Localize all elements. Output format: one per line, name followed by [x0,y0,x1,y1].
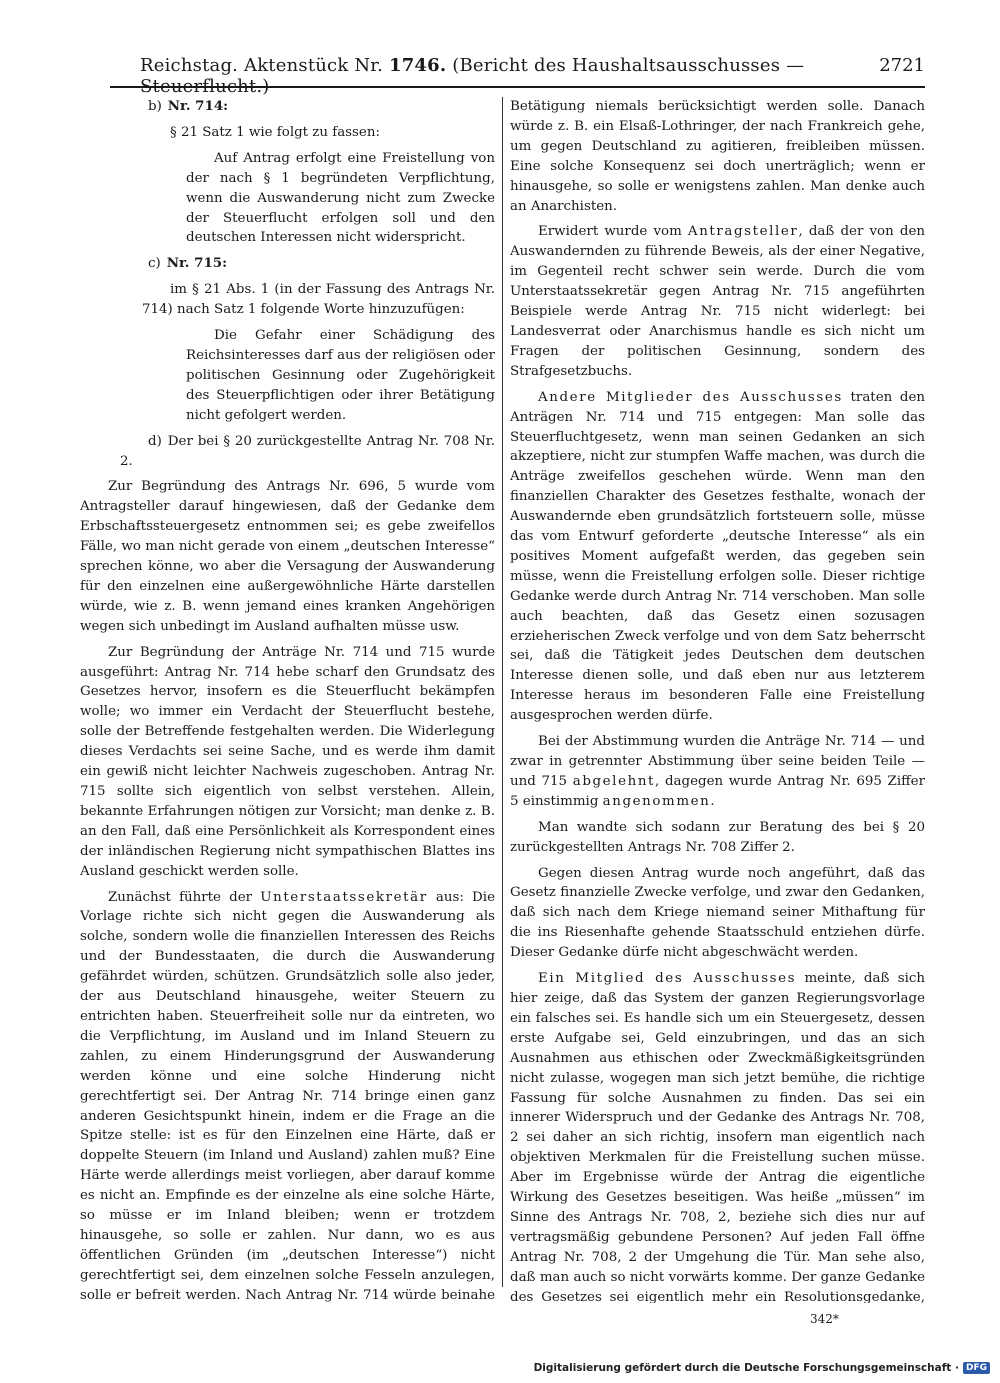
column-divider [502,97,503,1287]
r2-body: traten den Anträgen Nr. 714 und 715 entgegen: Man solle das Steuerfluchtgesetz, wenn man seinen Gedanken an sich akzeptiere, nicht zur stumpfen Waffe machen, was durch die Anträge zweifellos geschehen würde. Wenn man den finanziellen Charakter des Gesetzes festhalte, wonach der Auswandernde eben grundsätzlich fortsteuern solle, müsse das vom Entwurf geforderte „deutsche Interesse“ als ein positives Moment aufgefaßt werden, das gegeben sein müsse, wenn die Freistellung erfolgen solle. Dieser richtige Gedanke werde durch Antrag Nr. 714 verschoben. Man solle auch beachten, daß das Gesetz einen sozusagen erzieherischen Zweck verfolge und von dem Satz beherrscht sei, daß die Tätigkeit jedes Deutschen dem deutschen Interesse dienen solle, und daß eben nur aus letzterem Interesse heraus im besonderen Falle eine Freistellung ausgesprochen werden dürfe. [510,389,925,724]
digitization-footer [534,1359,990,1377]
paragraph-unterstaatssekretaer [80,888,495,1303]
r3-part-c: . [710,793,715,809]
item-d [80,432,495,472]
p3-lead: Zunächst führte der [108,889,253,905]
title-subject: (Bericht des Haushaltsausschusses — Steuerflucht.) [140,55,805,97]
r3-angenommen: angenommen [602,793,711,809]
p3-spaced-term: Unterstaatssekretär [260,889,428,905]
item-b-instruction: § 21 Satz 1 wie folgt zu fassen: [170,124,380,140]
r3-part-a: Bei der Abstimmung wurden die Anträge Nr. 714 — und zwar in getrennter Abstimmung über seine beiden Teile — und 715 [510,734,925,789]
r3-part-b: , dagegen wurde Antrag Nr. 695 Ziffer 5 einstimmig [510,773,925,809]
item-c-instruction: im § 21 Abs. 1 (in der Fassung des Antrags Nr. 714) nach Satz 1 folgende Worte hinzuzufügen: [142,282,495,318]
paragraph-gegen-antrag: Gegen diesen Antrag wurde noch angeführt, daß das Gesetz finanzielle Zwecke verfolge, und zwar den Gedanken, daß sich nach dem Kriege niemand seiner Mithaftung für die ins Riesenhafte gehende Staatsschuld entziehen dürfe. Dieser Gedanke dürfe nicht abgeschwächt werden. [510,865,925,961]
item-d-label: d) [148,433,162,449]
paragraph-ein-mitglied [510,969,925,1303]
paragraph-abstimmung [510,732,925,812]
item-c-heading [80,254,495,274]
item-c-quote: Die Gefahr einer Schädigung des Reichsinteresses darf aus der religiösen oder politischen Gesinnung oder Zugehörigkeit des Steuerpflichtigen oder ihrer Betätigung nicht gefolgert werden. [186,328,495,423]
item-b-heading [80,97,495,117]
right-column [510,97,925,1303]
paragraph-andere-mitglieder [510,388,925,726]
header-rule [110,86,925,88]
p3-body: aus: Die Vorlage richte sich nicht gegen die Auswanderung als solche, sondern wolle die finanziellen Interessen des Reichs und der Bundesstaaten, die durch die Auswanderung gefährdet würden, schützen. Grundsätzlich solle also jeder, der aus Deutschland hinausgehe, weiter Steuern zu entrichten haben. Steuerfreiheit solle nur da eintreten, wo die Verpflichtung, im Ausland und im Inland Steuern zu zahlen, zu einem Hinderungsgrund der Auswanderung werden könne und eine solche Hinderung nicht gerechtfertigt sei. Der Antrag Nr. 714 bringe einen ganz anderen Gesichtspunkt hinein, indem er die Frage an die Spitze stelle: ist es für den Einzelnen eine Härte, daß er doppelte Steuern (im Inland und Ausland) zahlen muß? Eine Härte werde allerdings meist vorliegen, aber darauf komme es nicht an. Empfinde es der einzelne als eine solche Härte, so müsse er im Inland bleiben; wenn er trotzdem hinausgehe, so solle er zahlen. Nur dann, wo es aus öffentlichen Gründen (im „deutschen Interesse“) nicht gerechtfertigt sei, dem einzelnen solche Fesseln anzulegen, solle er befreit werden. Nach Antrag Nr. 714 würde beinahe [80,889,495,1303]
page-number: 2721 [879,55,925,76]
footer-text: Digitalisierung gefördert durch die Deutsche Forschungsgemeinschaft · [533,1362,959,1374]
running-title [140,55,925,97]
item-b-ref: Nr. 714: [167,98,229,114]
item-c-label: c) [148,256,161,272]
item-c-ref: Nr. 715: [166,255,228,272]
paragraph-antragsteller [510,222,925,381]
r6-spaced-term: Ein Mitglied des Ausschusses [538,971,797,987]
r6-body: meinte, daß sich hier zeige, daß das System der ganzen Regierungsvorlage ein falsches sei. Es handle sich um ein Steuergesetz, dessen erste Aufgabe sei, Geld einzubringen, und das an sich Ausnahmen aus ethischen oder Zweckmäßigkeitsgründen nicht zulasse, wogegen man sich jetzt bemühe, die richtige Fassung für solche Ausnahmen zu finden. Das sei ein innerer Widerspruch und der Gedanke des Antrags Nr. 708, 2 sei daher an sich richtig, insofern man eigentlich nach objektiven Merkmalen für die Freistellung suchen müsse. Aber im Ergebnisse würde der Antrag die eigentliche Wirkung des Gesetzes beseitigen. Was heiße „müssen“ im Sinne des Antrags Nr. 708, 2, beziehe sich dies nur auf vertragsmäßig gebundene Personen? Auf jeden Fall öffne Antrag Nr. 708, 2 der Umgehung die Tür. Man sehe also, daß man auch so nicht vorwärts komme. Der ganze Gedanke des Gesetzes sei eigentlich mehr ein Resolutionsgedanke, [510,971,925,1303]
r1-spaced-term: Antragsteller [687,224,799,240]
item-b-quote: Auf Antrag erfolgt eine Freistellung von der nach § 1 begründeten Verpflichtung, wenn die Auswanderung nicht zum Zwecke der Steuerflucht erfolgen soll und den deutschen Interessen nicht widerspricht. [186,150,495,246]
r2-spaced-term: Andere Mitglieder des Ausschusses [538,389,843,405]
document-number: 1746. [388,55,447,76]
r3-abgelehnt: abgelehnt [572,773,656,789]
dfg-logo-icon: DFG [963,1362,990,1374]
paragraph-begruendung-714-715: Zur Begründung der Anträge Nr. 714 und 715 wurde ausgeführt: Antrag Nr. 714 hebe scharf den Grundsatz des Gesetzes hervor, insofern es die Steuerflucht bekämpfen wolle; wo immer ein Verdacht der Steuerflucht bestehe, solle der Betreffende festgehalten werden. Die Widerlegung dieses Verdachts sei seine Sache, und es werde ihm damit ein gewiß nicht leichter Nachweis zugeschoben. Antrag Nr. 715 sollte sich eigentlich von selbst verstehen. Allein, bekannte Erfahrungen nötigen zur Vorsicht; man denke z. B. an den Fall, daß eine Persönlichkeit als Korrespondent eines der inländischen Regierung nicht sympathischen Blattes ins Ausland geschickt werden solle. [80,644,495,879]
sheet-signature: 342* [810,1312,839,1326]
page-header [110,55,925,97]
item-d-text: Der bei § 20 zurückgestellte Antrag Nr. 708 Nr. 2. [120,433,495,469]
r1-body: , daß der von den Auswandernden zu führende Beweis, als der einer Negative, im Gegenteil recht schwer sein werde. Durch die vom Unterstaatssekretär gegen Antrag Nr. 715 angeführten Beispiele werde Antrag Nr. 715 nicht widerlegt: bei Landesverrat oder Anarchismus handle es sich nicht um Fragen der politischen Gesinnung, sondern des Strafgesetzbuchs. [510,224,925,379]
paragraph-begruendung-696: Zur Begründung des Antrags Nr. 696, 5 wurde vom Antragsteller darauf hingewiesen, daß der Gedanke dem Erbschaftssteuergesetz entnommen sei; es gebe zweifellos Fälle, wo man nicht gerade von einem „deutschen Interesse“ sprechen könne, wo aber die Versagung der Auswanderung für den einzelnen eine außergewöhnliche Härte darstellen würde, wie z. B. wenn jemand eines kranken Angehörigen wegen sich unbedingt im Ausland aufhalten müsse usw. [80,479,495,634]
r1-lead: Erwidert wurde vom [538,224,682,240]
paragraph-continued: Betätigung niemals berücksichtigt werden solle. Danach würde z. B. ein Elsaß-Lothringer, der nach Frankreich gehe, um gegen Deutschland zu agitieren, freibleiben müssen. Eine solche Konsequenz sei doch unerträglich; wenn er hinausgehe, so solle er wenigstens zahlen. Man denke auch an Anarchisten. [510,99,925,214]
paragraph-beratung-708: Man wandte sich sodann zur Beratung des bei § 20 zurückgestellten Antrags Nr. 708 Ziffer 2. [510,819,925,855]
title-prefix: Reichstag. Aktenstück Nr. [140,55,384,76]
left-column [80,97,495,1303]
item-b-label: b) [148,99,162,114]
